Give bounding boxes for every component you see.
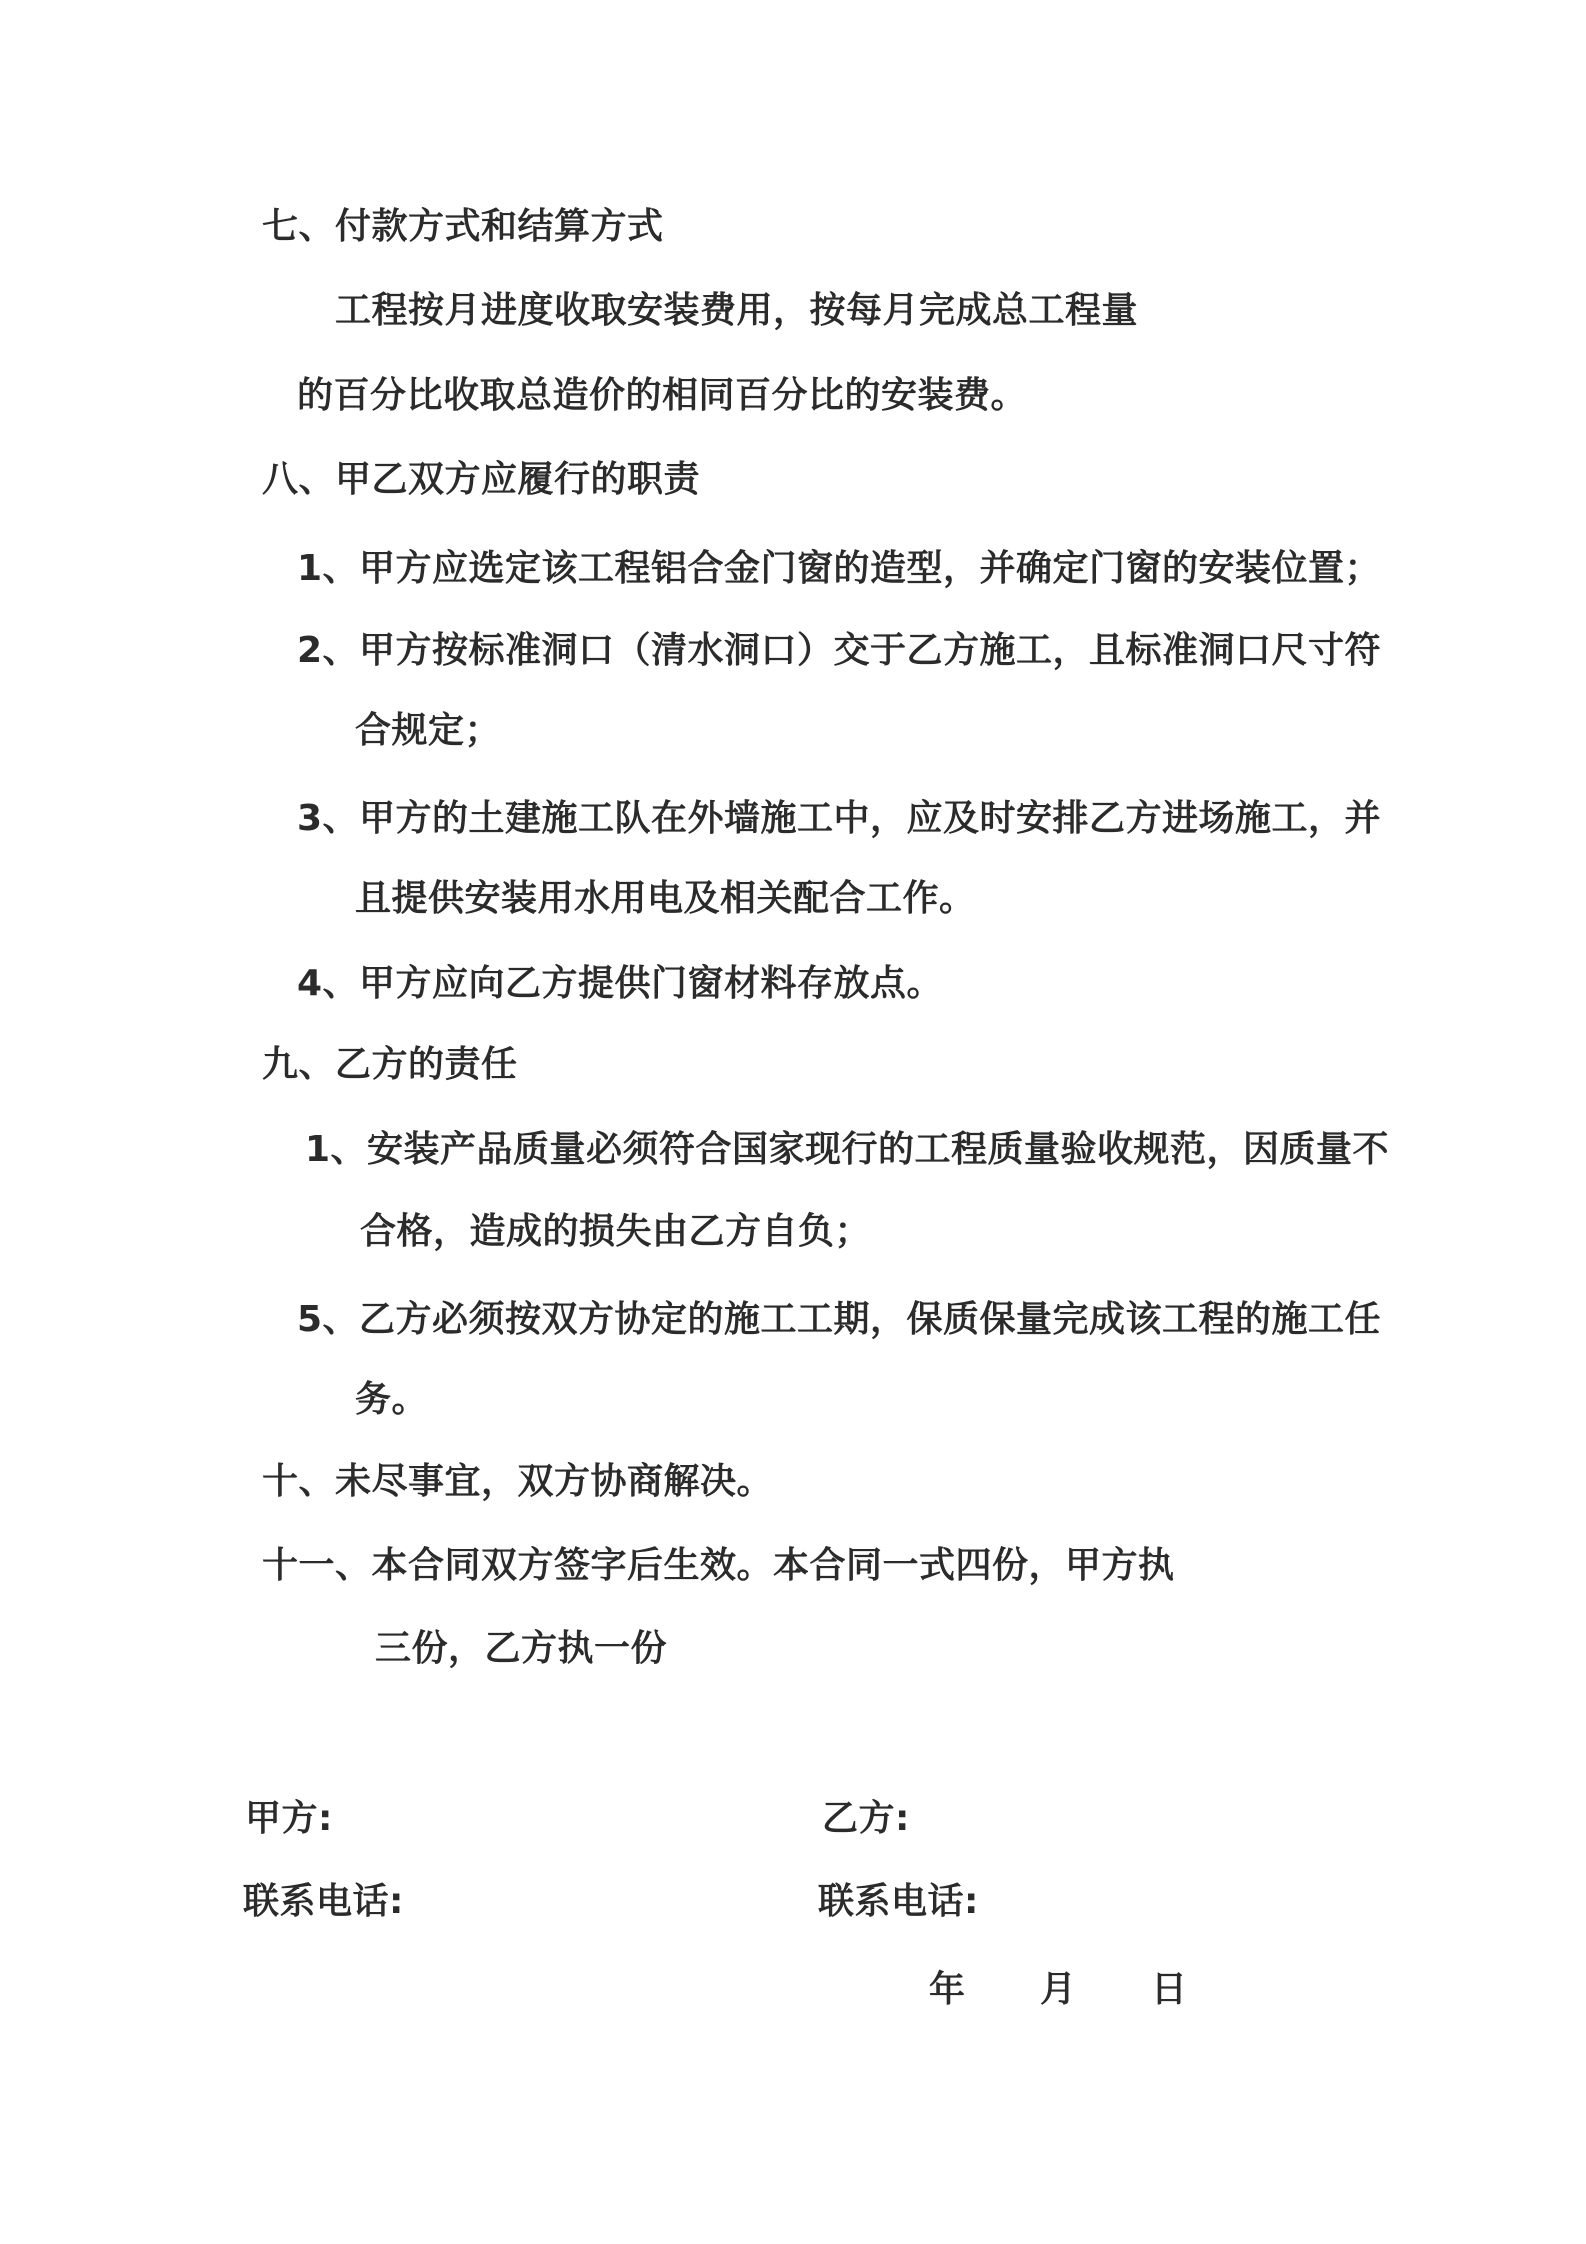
section-8-item-4: 4、甲方应向乙方提供门窗材料存放点。 [297, 963, 944, 1004]
section-9-item-2: 5、乙方必须按双方协定的施工工期，保质保量完成该工程的施工任 [297, 1299, 1382, 1340]
section-11-line-1: 十一、本合同双方签字后生效。本合同一式四份，甲方执 [262, 1545, 1175, 1586]
date-year-label: 年 [929, 1969, 966, 2010]
section-7-heading: 七、付款方式和结算方式 [262, 206, 664, 247]
section-7-line-1: 工程按月进度收取安装费用，按每月完成总工程量 [335, 290, 1139, 331]
section-8-item-2-cont: 合规定； [355, 710, 502, 751]
section-8-item-2: 2、甲方按标准洞口（清水洞口）交于乙方施工，且标准洞口尺寸符 [297, 630, 1382, 671]
section-9-item-1-cont: 合格，造成的损失由乙方自负； [360, 1211, 872, 1252]
section-9-item-1: 1、安装产品质量必须符合国家现行的工程质量验收规范，因质量不 [305, 1129, 1390, 1170]
section-8-item-1: 1、甲方应选定该工程铝合金门窗的造型，并确定门窗的安装位置； [297, 548, 1382, 589]
section-7-line-2: 的百分比收取总造价的相同百分比的安装费。 [297, 375, 1028, 416]
section-11-line-2: 三份，乙方执一份 [375, 1628, 668, 1669]
section-8-item-3-cont: 且提供安装用水用电及相关配合工作。 [355, 878, 976, 919]
date-month-label: 月 [1040, 1969, 1077, 2010]
party-a-label: 甲方: [245, 1798, 333, 1839]
section-9-heading: 九、乙方的责任 [262, 1044, 518, 1085]
section-8-item-3: 3、甲方的土建施工队在外墙施工中，应及时安排乙方进场施工，并 [297, 798, 1382, 839]
date-day-label: 日 [1151, 1969, 1188, 2010]
section-9-item-2-cont: 务。 [355, 1379, 429, 1420]
party-a-phone-label: 联系电话: [243, 1881, 404, 1922]
section-8-heading: 八、甲乙双方应履行的职责 [262, 459, 701, 500]
party-b-phone-label: 联系电话: [818, 1881, 979, 1922]
section-10-heading: 十、未尽事宜，双方协商解决。 [262, 1461, 774, 1502]
party-b-label: 乙方: [822, 1798, 910, 1839]
